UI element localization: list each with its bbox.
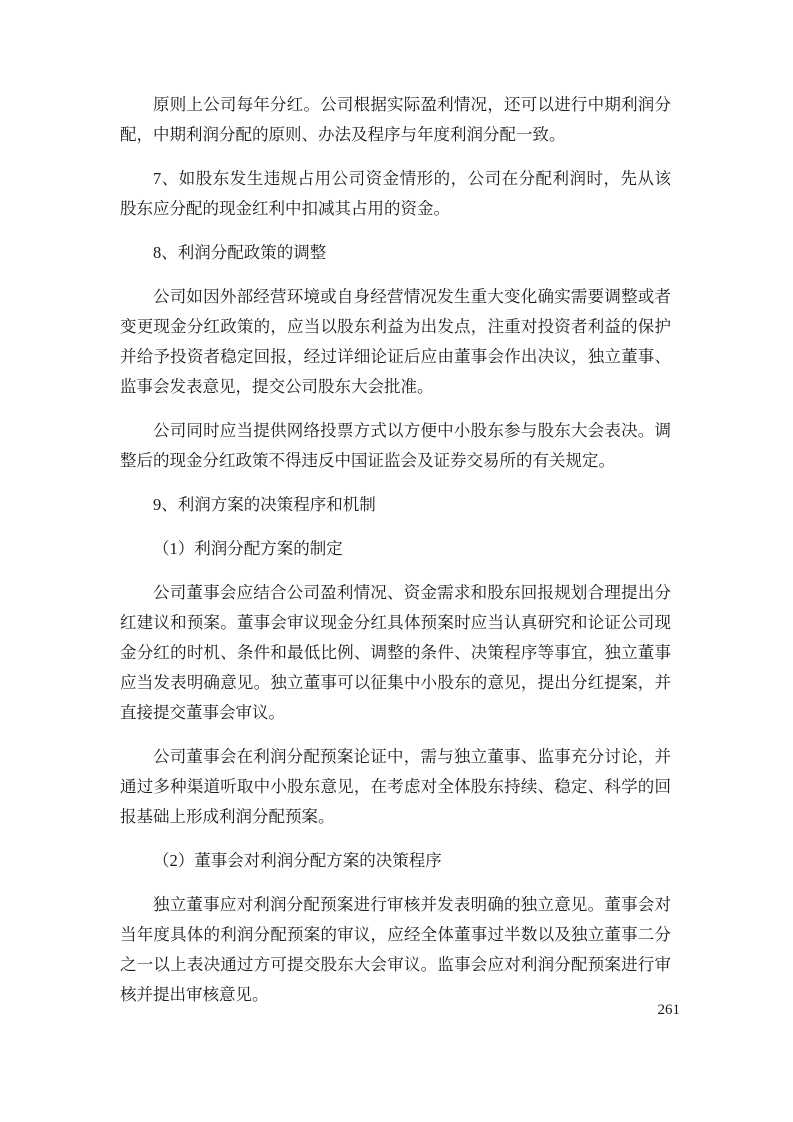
section-heading-sub-2-board-decision: （2）董事会对利润分配方案的决策程序 [153,851,442,870]
body-paragraph-board-proposal: 公司董事会应结合公司盈利情况、资金需求和股东回报规划合理提出分红建议和预案。董事会审议现金分红具体预案时应当认真研究和论证公司现金分红的时机、条件和最低比例、调整的条件、决策程序等事宜，独立董事应当发表明确意见。独立董事可以征集中小股东的意见，提出分红提案，并直接提交董事会审议。 [120,583,671,722]
body-paragraph-independent-director-review: 独立董事应对利润分配预案进行审核并发表明确的独立意见。董事会对当年度具体的利润分配预案的审议，应经全体董事过半数以及独立董事二分之一以上表决通过方可提交股东大会审议。监事会应对利润分配预案进行审核并提出审核意见。 [120,895,671,1004]
body-paragraph-dividend-principle: 原则上公司每年分红。公司根据实际盈利情况，还可以进行中期利润分配，中期利润分配的原则、办法及程序与年度利润分配一致。 [120,95,671,144]
body-paragraph-adjustment-conditions: 公司如因外部经营环境或自身经营情况发生重大变化确实需要调整或者变更现金分红政策的，应当以股东利益为出发点，注重对投资者利益的保护并给予投资者稳定回报，经过详细论证后应由董事会作出决议，独立董事、监事会发表意见，提交公司股东大会批准。 [120,287,671,396]
section-heading-sub-1-plan-formulation: （1）利润分配方案的制定 [153,539,343,558]
section-heading-item-9-decision-procedure: 9、利润方案的决策程序和机制 [153,495,376,514]
body-paragraph-board-discussion: 公司董事会在利润分配预案论证中，需与独立董事、监事充分讨论，并通过多种渠道听取中小股东意见，在考虑对全体股东持续、稳定、科学的回报基础上形成利润分配预案。 [120,747,671,826]
body-paragraph-online-voting: 公司同时应当提供网络投票方式以方便中小股东参与股东大会表决。调整后的现金分红政策不得违反中国证监会及证券交易所的有关规定。 [120,421,671,470]
section-heading-item-8-policy-adjustment: 8、利润分配政策的调整 [153,243,327,262]
document-body [120,90,671,1024]
page-number: 261 [657,1002,680,1018]
body-paragraph-item-7-fund-occupation: 7、如股东发生违规占用公司资金情形的，公司在分配利润时，先从该股东应分配的现金红利中扣减其占用的资金。 [120,169,671,218]
